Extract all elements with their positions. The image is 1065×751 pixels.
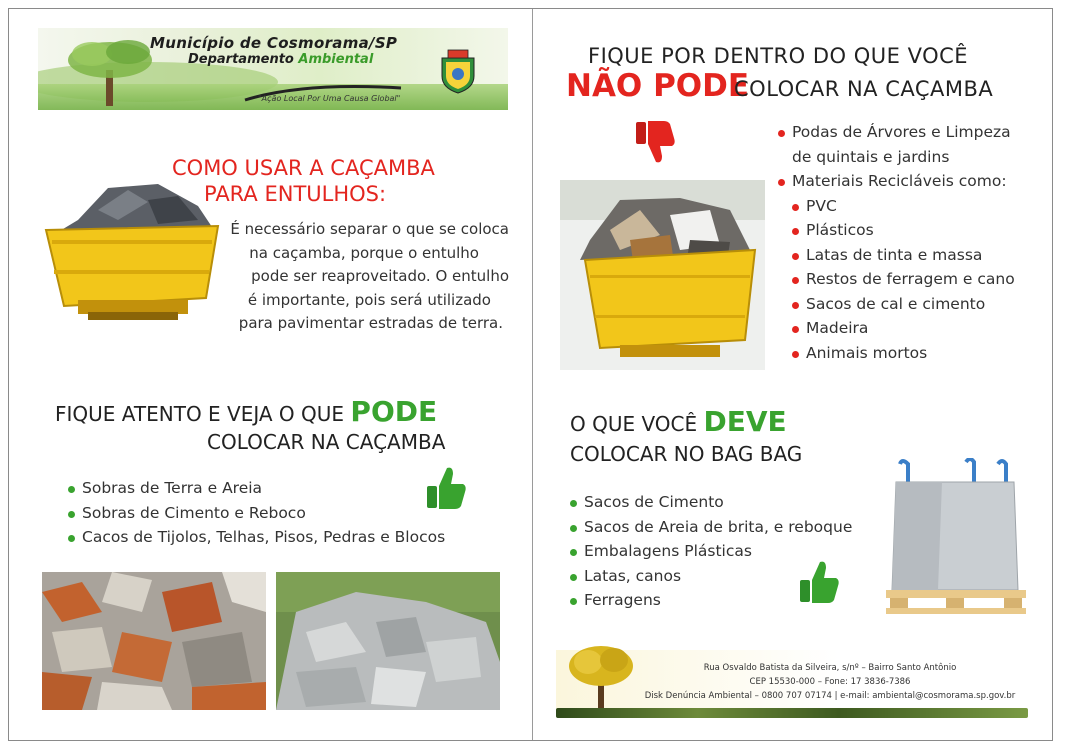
pode-title-line2: COLOCAR NA CAÇAMBA	[207, 430, 446, 454]
description-line: na caçamba, porque o entulho	[249, 243, 479, 262]
nao-pode-accent: NÃO PODE	[566, 68, 750, 104]
como-usar-title	[172, 155, 435, 207]
deve-title-prefix: O QUE VOCÊ	[570, 412, 698, 436]
footer-address: Rua Osvaldo Batista da Silveira, s/nº – Bairro Santo Antônio	[703, 663, 957, 673]
como-title-line1: COMO USAR A CAÇAMBA	[172, 156, 435, 180]
nao-pode-title-line1: FIQUE POR DENTRO DO QUE VOCÊ	[588, 44, 969, 68]
list-item: Sacos de Cimento	[568, 490, 852, 515]
tree-icon	[566, 640, 636, 712]
slogan: "Ação Local Por Uma Causa Global"	[258, 94, 401, 103]
list-item: PVC	[790, 194, 1015, 219]
list-item: Animais mortos	[790, 341, 1015, 366]
footer-grass-bar	[556, 708, 1028, 718]
fold-line	[532, 9, 533, 740]
description-line: é importante, pois será utilizado	[247, 290, 491, 309]
nao-pode-list	[776, 120, 1015, 365]
description-line: pode ser reaproveitado. O entulho	[251, 267, 509, 285]
list-item-continuation: de quintais e jardins	[792, 147, 950, 166]
list-item: Embalagens Plásticas	[568, 539, 852, 564]
description	[204, 218, 509, 336]
departamento-accent: Ambiental	[298, 52, 374, 67]
pode-title	[55, 395, 437, 428]
bag-bag-image	[882, 458, 1028, 616]
description-line: para pavimentar estradas de terra.	[238, 314, 503, 332]
deve-title-line2: COLOCAR NO BAG BAG	[570, 442, 803, 466]
mixed-waste-dumpster-photo	[560, 180, 765, 370]
list-item: Cacos de Tijolos, Telhas, Pisos, Pedras e Blocos	[66, 525, 445, 550]
footer-contact	[640, 661, 1020, 703]
brick-rubble-photo	[42, 572, 266, 710]
nao-pode-title-suffix: COLOCAR NA CAÇAMBA	[734, 77, 994, 101]
list-item: Sacos de Areia de brita, e reboque	[568, 515, 852, 540]
deve-title	[570, 405, 787, 438]
list-item: Latas, canos	[568, 564, 852, 589]
concrete-rubble-photo	[276, 572, 500, 710]
pode-title-accent: PODE	[350, 395, 438, 428]
list-item: Sobras de Cimento e Reboco	[66, 501, 445, 526]
footer-cep: CEP 15530-000 – Fone: 17 3836-7386	[749, 677, 911, 687]
description-line: É necessário separar o que se coloca	[230, 220, 509, 238]
footer-email: Disk Denúncia Ambiental – 0800 707 07174 | e-mail: ambiental@cosmorama.sp.gov.br	[644, 691, 1016, 701]
como-title-line2: PARA ENTULHOS:	[204, 182, 387, 206]
list-item: Sacos de cal e cimento	[790, 292, 1015, 317]
list-item: Restos de ferragem e cano	[790, 267, 1015, 292]
deve-title-accent: DEVE	[703, 405, 787, 438]
list-item: Podas de Árvores e Limpeza	[776, 120, 1015, 145]
list-item: Materiais Recicláveis como:	[776, 169, 1015, 194]
list-item: Latas de tinta e massa	[790, 243, 1015, 268]
crest-icon	[438, 48, 478, 94]
list-item: Madeira	[790, 316, 1015, 341]
pode-list	[66, 476, 445, 550]
thumbs-down-icon	[634, 120, 676, 166]
list-item: Sobras de Terra e Areia	[66, 476, 445, 501]
departamento-title	[188, 52, 373, 67]
departamento-label: Departamento	[188, 52, 294, 67]
list-item: Plásticos	[790, 218, 1015, 243]
pode-title-prefix: FIQUE ATENTO E VEJA O QUE	[55, 402, 345, 426]
list-item: Ferragens	[568, 588, 852, 613]
thumbs-up-icon	[798, 558, 840, 604]
municipio-title: Município de Cosmorama/SP	[150, 34, 398, 52]
